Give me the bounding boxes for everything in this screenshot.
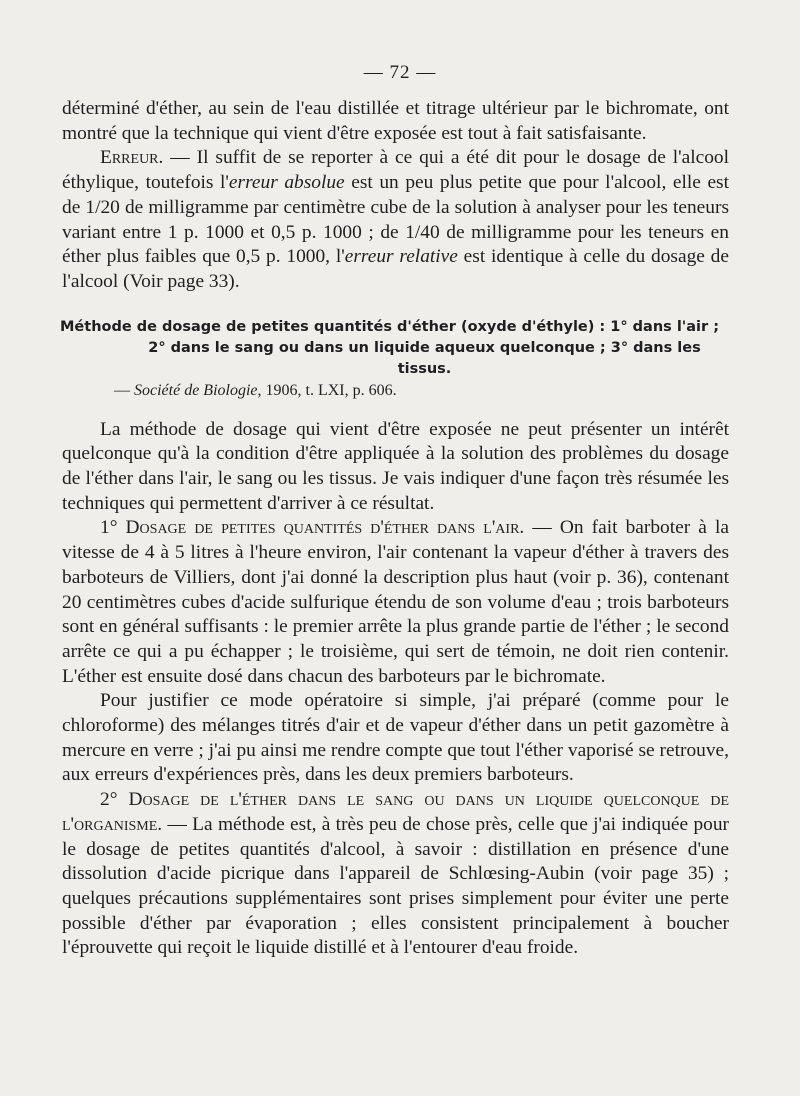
section-heading-line2: 2° dans le sang ou dans un liquide aqueux quelconque ; 3° dans les tissus.	[148, 339, 701, 377]
paragraph-intro: La méthode de dosage qui vient d'être exposée ne peut présenter un intérêt quelconque qu'à la condition d'être appliquée à la solution des problèmes du dosage de l'éther dans l'air, le sang ou les tissus. Je vais indiquer d'une façon très résumée les techniques qui permettent d'arriver à ce résultat.	[62, 418, 729, 514]
paragraph-section-2: 2° Dosage de l'éther dans le sang ou dans un liquide quelconque de l'organisme. — La méthode est, à très peu de chose près, celle que j'ai indiquée pour le dosage de petites quantités d'alcool, à savoir : distillation en présence d'une dissolution d'acide picrique dans l'appareil de Schlœsing-Aubin (voir page 35) ; quelques précautions supplémentaires sont prises simplement pour éviter une perte possible d'éther par évaporation ; elles consistent principalement à boucher l'éprouvette qui reçoit le liquide distillé et à l'entourer d'eau froide.	[62, 789, 729, 959]
section-reference: — Société de Biologie, 1906, t. LXI, p. 606.	[114, 381, 397, 399]
paragraph-justification: Pour justifier ce mode opératoire si simple, j'ai préparé (comme pour le chloroforme) des mélanges titrés d'air et de vapeur d'éther dans un petit gazomètre à mercure en verre ; j'ai pu ainsi me rendre compte que tout l'éther vaporisé se retrouve, aux erreurs d'expériences près, dans les deux premiers barboteurs.	[62, 690, 729, 786]
section-2-title: Dosage de l'éther dans le sang ou dans un liquide quelconque de l'organisme.	[62, 789, 729, 835]
section-1-title: Dosage de petites quantités d'éther dans l'air.	[125, 517, 525, 539]
section-heading	[60, 317, 729, 380]
page-number: — 72 —	[363, 62, 437, 83]
paragraph-section-1: 1° Dosage de petites quantités d'éther dans l'air. — On fait barboter à la vitesse de 4 à 5 litres à l'heure environ, l'air contenant la vapeur d'éther à travers des barboteurs de Villiers, dont j'ai donné la description plus haut (voir p. 36), contenant 20 centimètres cubes d'acide sulfurique étendu de son volume d'eau ; trois barboteurs sont en général suffisants : le premier arrête la plus grande partie de l'éther ; le second arrête ce qui a pu échapper ; le troisième, qui sert de témoin, ne doit rien contenir. L'éther est ensuite dosé dans chacun des barboteurs par le bichromate.	[62, 517, 729, 687]
paragraph-erreur: Erreur. — Il suffit de se reporter à ce qui a été dit pour le dosage de l'alcool éthylique, toutefois l'erreur absolue est un peu plus petite que pour l'alcool, elle est de 1/20 de milligramme par centimètre cube de la solution à analyser pour les teneurs variant entre 1 p. 1000 et 0,5 p. 1000 ; de 1/40 de milligramme pour les teneurs en éther plus faibles que 0,5 p. 1000, l'erreur relative est identique à celle du dosage de l'alcool (Voir page 33).	[62, 147, 729, 292]
erreur-label: Erreur.	[100, 147, 164, 169]
paragraph-continuation: déterminé d'éther, au sein de l'eau distillée et titrage ultérieur par le bichromate, ont montré que la technique qui vient d'être exposée est tout à fait satisfaisante.	[62, 98, 729, 144]
page-body	[62, 97, 729, 961]
section-heading-line1: Méthode de dosage de petites quantités d'éther (oxyde d'éthyle) : 1° dans l'air ;	[60, 318, 719, 335]
